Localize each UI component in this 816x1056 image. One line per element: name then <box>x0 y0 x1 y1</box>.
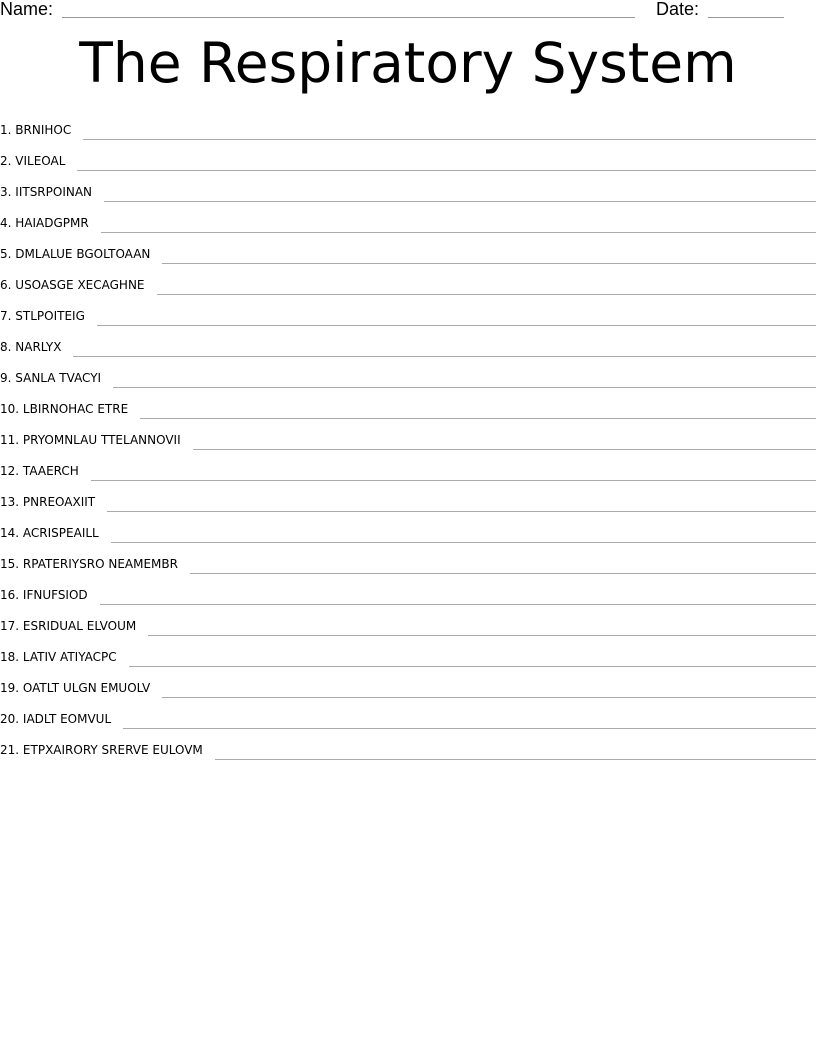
scrambled-word <box>0 556 178 572</box>
word-row <box>0 670 816 701</box>
word-row <box>0 360 816 391</box>
answer-line[interactable] <box>123 727 816 729</box>
answer-line[interactable] <box>157 293 816 295</box>
item-number: 12. <box>0 464 20 478</box>
scrambled-word <box>0 525 99 541</box>
answer-line[interactable] <box>101 231 816 233</box>
item-number: 11. <box>0 433 20 447</box>
answer-line[interactable] <box>111 541 816 543</box>
scrambled-letters: VILEOAL <box>15 154 66 168</box>
item-number: 2. <box>0 154 12 168</box>
answer-line[interactable] <box>77 169 816 171</box>
answer-line[interactable] <box>107 510 816 512</box>
scrambled-letters: PNREOAXIIT <box>22 495 96 509</box>
word-row <box>0 484 816 515</box>
scrambled-word <box>0 122 71 138</box>
name-label: Name: <box>0 0 54 19</box>
scrambled-word <box>0 618 136 634</box>
answer-line[interactable] <box>73 355 816 357</box>
scrambled-letters: RPATERIYSRO NEAMEMBR <box>22 557 178 571</box>
word-row <box>0 453 816 484</box>
item-number: 4. <box>0 216 12 230</box>
word-row <box>0 329 816 360</box>
word-row <box>0 143 816 174</box>
answer-line[interactable] <box>215 758 816 760</box>
scrambled-word <box>0 680 150 696</box>
name-field-line[interactable] <box>62 17 635 18</box>
word-row <box>0 577 816 608</box>
answer-line[interactable] <box>104 200 816 202</box>
item-number: 17. <box>0 619 20 633</box>
scrambled-letters: ETPXAIRORY SRERVE EULOVM <box>22 743 203 757</box>
item-number: 5. <box>0 247 12 261</box>
scrambled-word <box>0 494 95 510</box>
item-number: 18. <box>0 650 20 664</box>
page-title: The Respiratory System <box>79 31 737 95</box>
date-field-line[interactable] <box>708 17 784 18</box>
scrambled-letters: LATIV ATIYACPC <box>22 650 117 664</box>
scrambled-word <box>0 277 145 293</box>
scrambled-letters: ACRISPEAILL <box>22 526 99 540</box>
scrambled-letters: PRYOMNLAU TTELANNOVII <box>22 433 181 447</box>
scrambled-word <box>0 432 181 448</box>
word-row <box>0 422 816 453</box>
worksheet-header <box>0 0 816 22</box>
answer-line[interactable] <box>113 386 816 388</box>
word-row <box>0 546 816 577</box>
word-row <box>0 639 816 670</box>
scrambled-letters: HAIADGPMR <box>15 216 89 230</box>
scrambled-letters: DMLALUE BGOLTOAAN <box>15 247 151 261</box>
item-number: 8. <box>0 340 12 354</box>
scrambled-letters: USOASGE XECAGHNE <box>15 278 145 292</box>
scrambled-word <box>0 463 79 479</box>
word-scramble-list <box>0 112 816 763</box>
answer-line[interactable] <box>190 572 816 574</box>
item-number: 7. <box>0 309 12 323</box>
item-number: 9. <box>0 371 12 385</box>
scrambled-letters: IITSRPOINAN <box>15 185 93 199</box>
answer-line[interactable] <box>97 324 816 326</box>
scrambled-letters: STLPOITEIG <box>15 309 85 323</box>
scrambled-word <box>0 215 89 231</box>
scrambled-word <box>0 308 85 324</box>
item-number: 16. <box>0 588 20 602</box>
scrambled-word <box>0 339 61 355</box>
scrambled-word <box>0 246 150 262</box>
answer-line[interactable] <box>100 603 816 605</box>
scrambled-letters: IFNUFSIOD <box>22 588 88 602</box>
word-row <box>0 391 816 422</box>
answer-line[interactable] <box>162 696 816 698</box>
scrambled-letters: NARLYX <box>15 340 62 354</box>
item-number: 15. <box>0 557 20 571</box>
word-row <box>0 701 816 732</box>
answer-line[interactable] <box>140 417 816 419</box>
scrambled-word <box>0 742 203 758</box>
scrambled-word <box>0 649 117 665</box>
word-row <box>0 267 816 298</box>
word-row <box>0 174 816 205</box>
item-number: 20. <box>0 712 20 726</box>
word-row <box>0 515 816 546</box>
word-row <box>0 298 816 329</box>
scrambled-letters: ESRIDUAL ELVOUM <box>22 619 137 633</box>
item-number: 19. <box>0 681 20 695</box>
word-row <box>0 205 816 236</box>
answer-line[interactable] <box>148 634 816 636</box>
scrambled-letters: SANLA TVACYI <box>15 371 102 385</box>
scrambled-letters: TAAERCH <box>22 464 79 478</box>
item-number: 1. <box>0 123 12 137</box>
answer-line[interactable] <box>193 448 816 450</box>
scrambled-letters: BRNIHOC <box>15 123 72 137</box>
item-number: 6. <box>0 278 12 292</box>
item-number: 10. <box>0 402 20 416</box>
scrambled-letters: LBIRNOHAC ETRE <box>22 402 129 416</box>
scrambled-word <box>0 153 65 169</box>
scrambled-word <box>0 401 128 417</box>
scrambled-word <box>0 587 88 603</box>
word-row <box>0 236 816 267</box>
item-number: 3. <box>0 185 12 199</box>
item-number: 21. <box>0 743 20 757</box>
item-number: 13. <box>0 495 20 509</box>
answer-line[interactable] <box>162 262 816 264</box>
word-row <box>0 112 816 143</box>
scrambled-word <box>0 711 111 727</box>
answer-line[interactable] <box>129 665 816 667</box>
word-row <box>0 732 816 763</box>
scrambled-letters: IADLT EOMVUL <box>22 712 112 726</box>
date-label: Date: <box>656 0 700 19</box>
scrambled-word <box>0 370 101 386</box>
answer-line[interactable] <box>83 138 816 140</box>
item-number: 14. <box>0 526 20 540</box>
scrambled-letters: OATLT ULGN EMUOLV <box>22 681 151 695</box>
scrambled-word <box>0 184 92 200</box>
word-row <box>0 608 816 639</box>
answer-line[interactable] <box>91 479 816 481</box>
